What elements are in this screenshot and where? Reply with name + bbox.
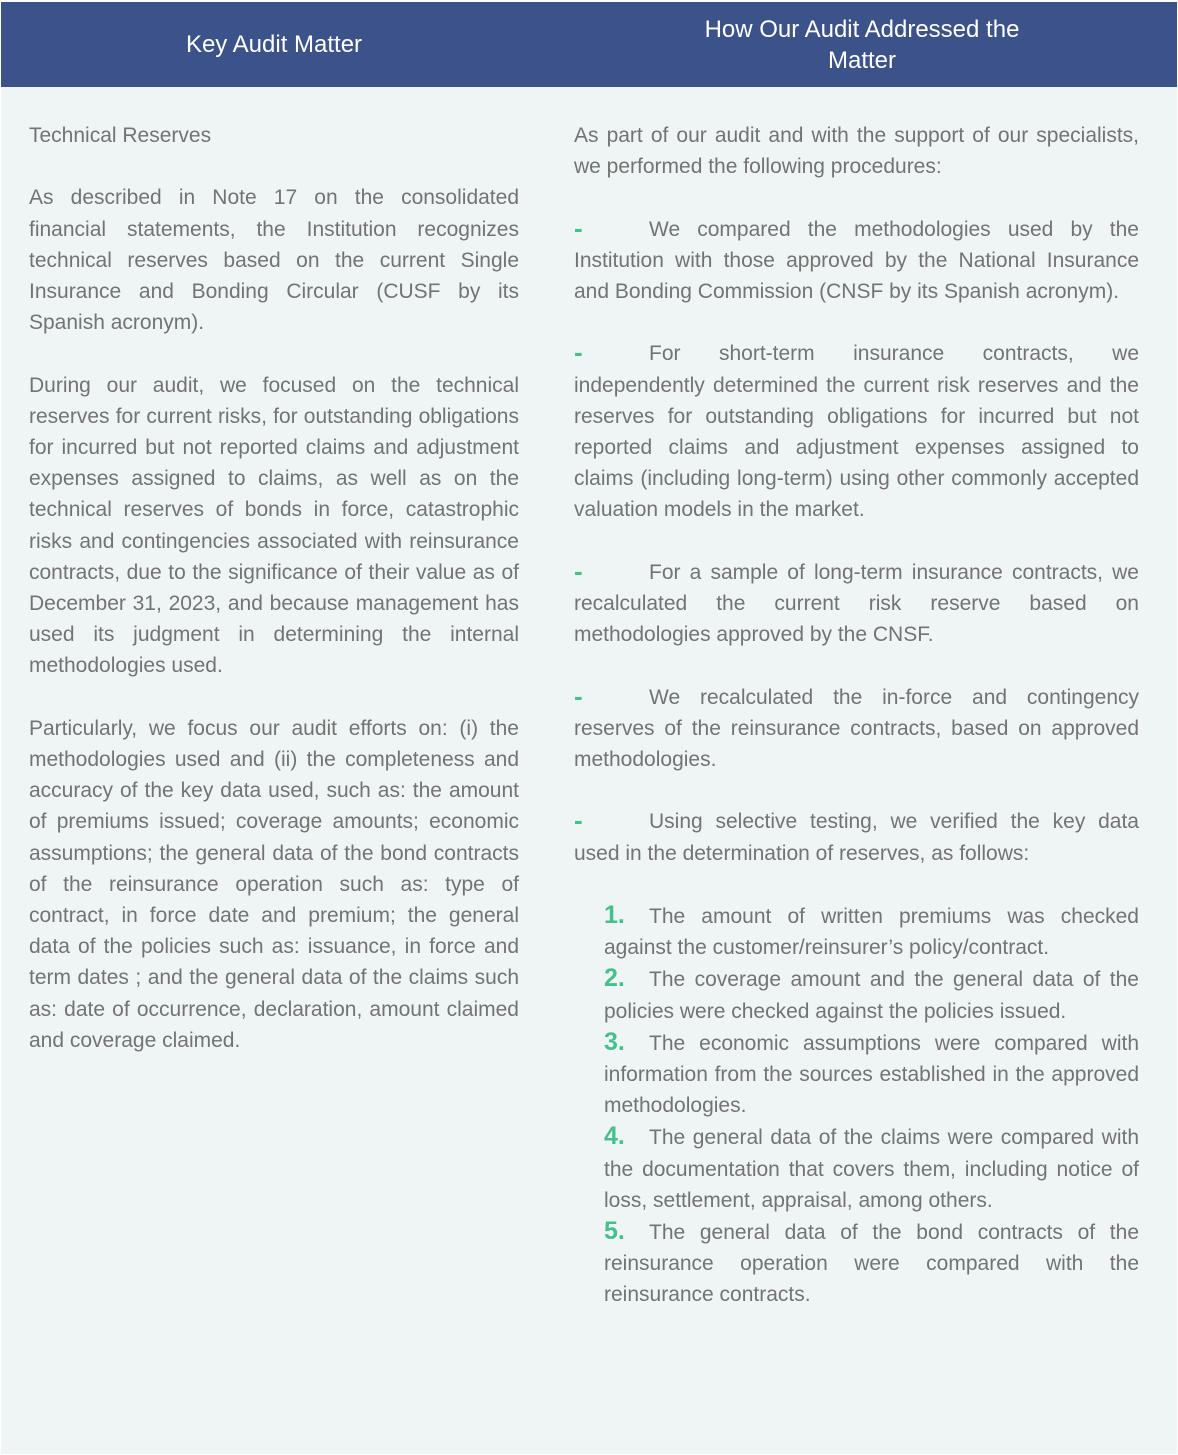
intro-paragraph: As part of our audit and with the support of our specialists, we performed the following procedures:	[574, 124, 1139, 179]
paragraph: During our audit, we focused on the technical reserves for current risks, for outstanding obligations for incurred but not reported claims and adjustment expenses assigned to claims, as well as on the technical reserves of bonds in force, catastrophic risks and contingencies associated with reinsurance contracts, due to the significance of their value as of December 31, 2023, and because management has used its judgment in determining the internal methodologies used.	[29, 373, 519, 678]
item-number: 5.	[604, 1217, 625, 1246]
bullet-item: - We recalculated the in-force and contingency reserves of the reinsurance contracts, based on approved methodologies.	[574, 680, 1139, 771]
dash-bullet: -	[574, 805, 583, 836]
dash-bullet: -	[574, 555, 583, 586]
paragraph: Particularly, we focus our audit efforts on: (i) the methodologies used and (ii) the completeness and accuracy of the key data used, such as: the amount of premiums issued; coverage amounts; economic assumptions; the general data of the bond contracts of the reinsurance operation such as: type of contract, in force date and premium; the general data of the policies such as: issuance, in force and term dates ; and the general data of the claims such as: date of occurrence, declaration, amount claimed and coverage claimed.	[29, 716, 519, 1052]
numbered-item: 4. The general data of the claims were compared with the documentation that covers them, including notice of loss, settlement, appraisal, among others.	[604, 1122, 1139, 1212]
numbered-item: 2. The coverage amount and the general data of the policies were checked against the policies issued.	[604, 964, 1139, 1023]
audit-matter-table	[1, 2, 1177, 1454]
header-how-addressed: How Our Audit Addressed the Matter	[704, 15, 1020, 74]
bullet-item: - For short-term insurance contracts, we independently determined the current risk reserves and the reserves for outstanding obligations for incurred but not reported claims and adjustment expenses assigned to claims (including long-term) using other commonly accepted valuation models in the market.	[574, 337, 1139, 522]
key-audit-matter-column	[29, 120, 519, 1087]
section-heading: Technical Reserves	[29, 124, 212, 147]
table-header	[1, 2, 1177, 87]
numbered-item: 5. The general data of the bond contracts of the reinsurance operation were compared with the reinsurance contracts.	[604, 1217, 1139, 1307]
item-number: 4.	[604, 1122, 625, 1151]
dash-bullet: -	[574, 212, 583, 243]
header-key-audit-matter: Key Audit Matter	[185, 31, 363, 58]
item-number: 3.	[604, 1027, 625, 1056]
numbered-item: 1. The amount of written premiums was checked against the customer/reinsurer’s policy/contract.	[604, 900, 1139, 960]
bullet-item: - We compared the methodologies used by the Institution with those approved by the National Insurance and Bonding Commission (CNSF by its Spanish acronym).	[574, 212, 1139, 303]
dash-bullet: -	[574, 680, 583, 711]
paragraph: As described in Note 17 on the consolidated financial statements, the Institution recognizes technical reserves based on the current Single Insurance and Bonding Circular (CUSF by its Spanish acronym).	[29, 186, 519, 335]
numbered-list	[604, 900, 1139, 1311]
item-number: 1.	[604, 900, 625, 929]
bullet-item: - Using selective testing, we verified the key data used in the determination of reserves, as follows:	[574, 805, 1139, 865]
item-number: 2.	[604, 964, 625, 993]
bullet-item: - For a sample of long-term insurance contracts, we recalculated the current risk reserve based on methodologies approved by the CNSF.	[574, 555, 1139, 647]
dash-bullet: -	[574, 337, 583, 368]
numbered-item: 3. The economic assumptions were compared with information from the sources established in the approved methodologies.	[604, 1027, 1139, 1118]
audit-response-column	[574, 120, 1139, 1311]
